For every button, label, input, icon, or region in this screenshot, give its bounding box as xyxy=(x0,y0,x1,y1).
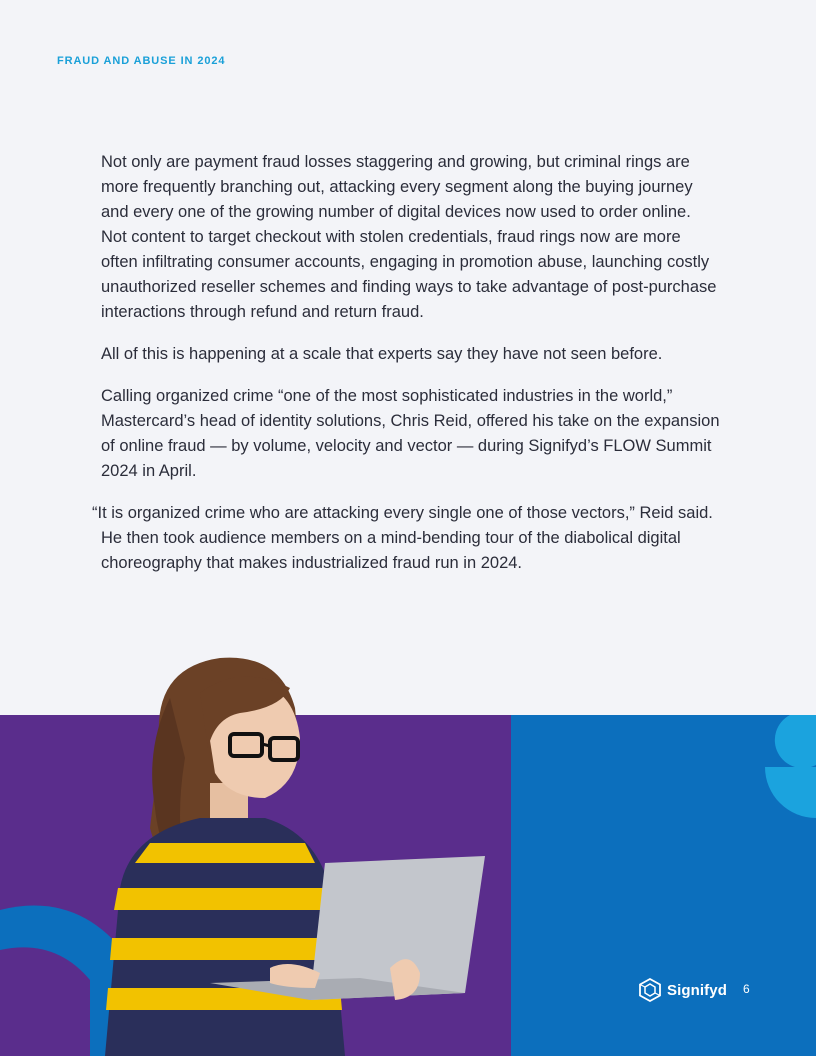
paragraph: Calling organized crime “one of the most sophisticated industries in the world,” Mastercard’s head of identity solutions, Chris Reid, offered his take on the expansion of online fraud — by volume, velocity and vector — during Signifyd’s FLOW Summit 2024 in April. xyxy=(101,387,720,480)
paragraph: All of this is happening at a scale that experts say they have not seen before. xyxy=(101,345,663,363)
section-label: FRAUD AND ABUSE IN 2024 xyxy=(57,55,226,67)
woman-with-laptop-illustration xyxy=(90,638,490,1056)
paragraph: Not only are payment fraud losses staggering and growing, but criminal rings are more frequently branching out, attacking every segment along the buying journey and every one of the growing number of digital devices now used to order online. Not content to target checkout with stolen credentials, fraud rings now are more often infiltrating consumer accounts, engaging in promotion abuse, launching costly unauthorized reseller schemes and finding ways to take advantage of post-purchase interactions through refund and return fraud. xyxy=(101,153,717,321)
page-number: 6 xyxy=(743,982,750,996)
brand-name: Signifyd xyxy=(667,981,727,999)
signifyd-logo xyxy=(638,977,727,1003)
quote-paragraph: “It is organized crime who are attacking every single one of those vectors,” Reid said. He then took audience members on a mind-bending tour of the diabolical digital choreography that makes industrialized fraud run in 2024. xyxy=(92,504,713,572)
article-body xyxy=(92,150,721,593)
signifyd-logo-icon xyxy=(638,978,662,1002)
